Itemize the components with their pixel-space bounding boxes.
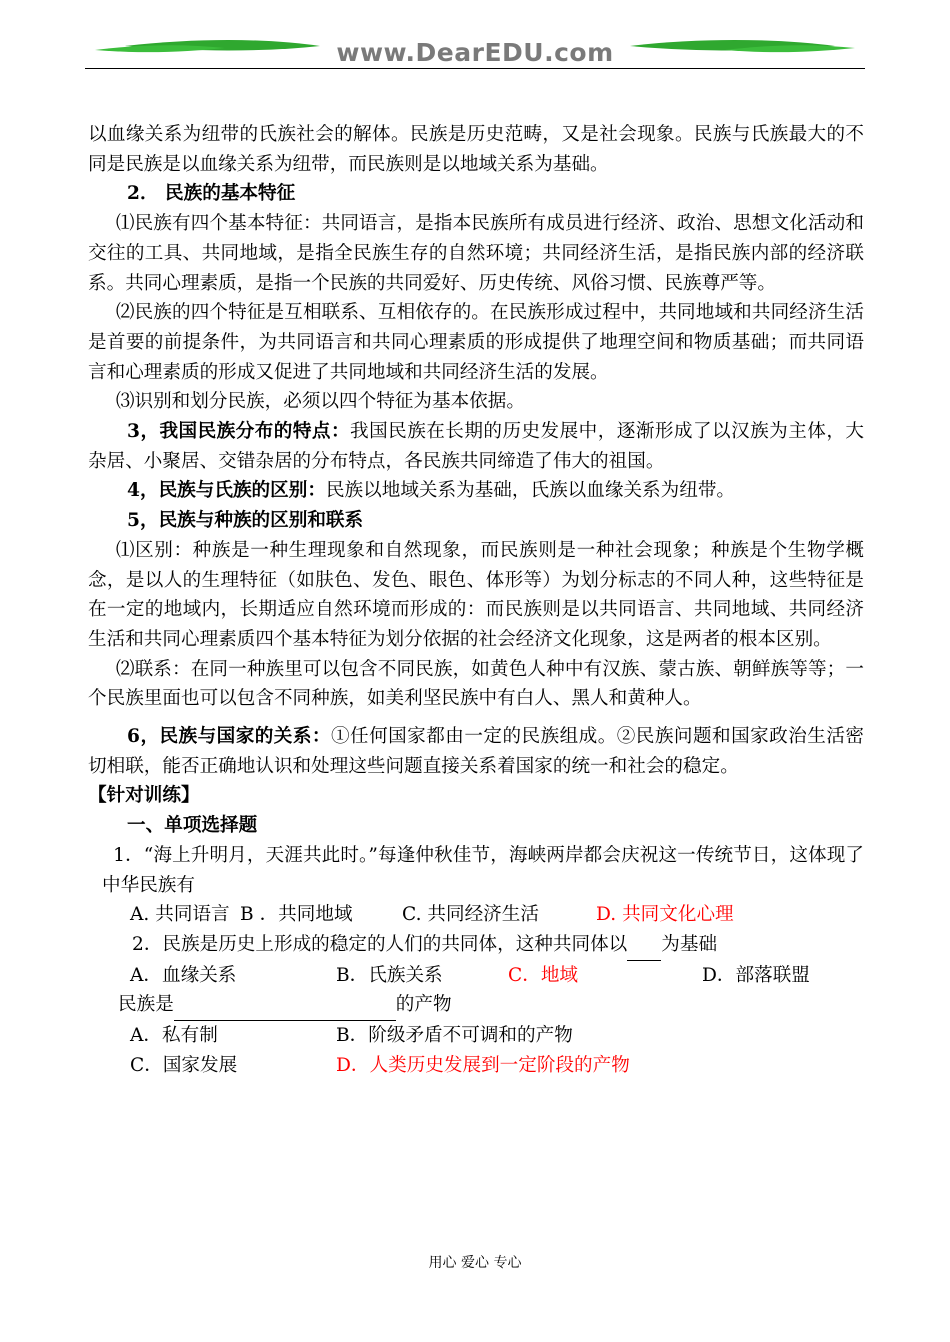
option-c: C．国家发展	[130, 1054, 238, 1076]
option-a: A．私有制	[130, 1025, 218, 1047]
paragraph: ⑴区别：种族是一种生理现象和自然现象，而民族则是一种社会现象；种族是个生物学概念，是以人的生理特征（如肤色、发色、眼色、体形等）为划分标志的不同人种，这些特征是在一定的地域内，长期适应自然环境而形成的：而民族则是以共同语言、共同地域、共同经济生活和共同心理素质四个基本特征为划分依据的社会经济文化现象，这是两者的根本区别。	[88, 539, 864, 650]
answer-blank	[627, 930, 661, 961]
paragraph: ⑴民族有四个基本特征：共同语言，是指本民族所有成员进行经济、政治、思想文化活动和交往的工具、共同地域，是指全民族生存的自然环境；共同经济生活，是指民族内部的经济联系。共同心理素质，是指一个民族的共同爱好、历史传统、风俗习惯、民族尊严等。	[88, 213, 864, 294]
section-heading: 2． 民族的基本特征	[127, 183, 296, 205]
paragraph: ⑵联系：在同一种族里可以包含不同民族，如黄色人种中有汉族、蒙古族、朝鲜族等等；一个民族里面也可以包含不同种族，如美利坚民族中有白人、黑人和黄种人。	[88, 658, 864, 710]
section-heading: 3，我国民族分布的特点：	[127, 421, 351, 443]
option-b: B．阶级矛盾不可调和的产物	[336, 1025, 573, 1047]
document-body	[88, 120, 864, 1081]
section-heading: 5，民族与种族的区别和联系	[127, 510, 364, 532]
option-d-answer: D．人类历史发展到一定阶段的产物	[336, 1054, 630, 1076]
question-3: 民族是 的产物	[88, 990, 864, 1021]
option-d-answer: D. 共同文化心理	[596, 904, 734, 926]
paragraph: 以血缘关系为纽带的氏族社会的解体。民族是历史范畴，又是社会现象。民族与氏族最大的不同是民族是以血缘关系为纽带，而民族则是以地域关系为基础。	[88, 124, 864, 175]
section-heading: 6，民族与国家的关系：	[127, 726, 331, 748]
option-b: B ．共同地域	[240, 904, 353, 926]
paragraph: 4，民族与氏族的区别：民族以地域关系为基础，氏族以血缘关系为纽带。	[127, 480, 736, 502]
question-2-options	[88, 961, 864, 991]
option-b: B．氏族关系	[336, 964, 443, 986]
option-a: A．血缘关系	[130, 964, 237, 986]
paragraph: 6，民族与国家的关系：①任何国家都由一定的民族组成。②民族问题和国家政治生活密切相联，能否正确地认识和处理这些问题直接关系着国家的统一和社会的稳定。	[88, 726, 864, 777]
section-heading: 一、单项选择题	[127, 815, 258, 837]
question-1: 1．“海上升明月，天涯共此时。”每逢仲秋佳节，海峡两岸都会庆祝这一传统节日，这体现了中华民族有	[102, 844, 864, 896]
option-a: A. 共同语言	[130, 904, 230, 926]
question-1-options	[88, 900, 864, 930]
answer-blank	[174, 990, 396, 1021]
paragraph: ⑵民族的四个特征是互相联系、互相依存的。在民族形成过程中，共同地域和共同经济生活是首要的前提条件，为共同语言和共同心理素质的形成提供了地理空间和物质基础；而共同语言和心理素质的形成又促进了共同地域和共同经济生活的发展。	[88, 302, 864, 383]
question-3-options	[88, 1021, 864, 1051]
option-d: D．部落联盟	[702, 964, 810, 986]
option-c-answer: C．地域	[508, 964, 579, 986]
paragraph: ⑶识别和划分民族，必须以四个特征为基本依据。	[115, 391, 525, 413]
header-rule	[85, 68, 865, 69]
paragraph: 3，我国民族分布的特点：我国民族在长期的历史发展中，逐渐形成了以汉族为主体，大杂居、小聚居、交错杂居的分布特点，各民族共同缔造了伟大的祖国。	[88, 421, 864, 472]
site-logo-text: www.DearEDU.com	[336, 38, 614, 67]
option-c: C. 共同经济生活	[402, 904, 539, 926]
page-footer: 用心 爱心 专心	[428, 1255, 522, 1271]
question-3-options-row2	[88, 1051, 864, 1081]
question-2: 2．民族是历史上形成的稳定的人们的共同体，这种共同体以 为基础	[88, 930, 864, 961]
training-heading: 【针对训练】	[88, 785, 200, 807]
section-heading: 4，民族与氏族的区别：	[127, 480, 326, 502]
